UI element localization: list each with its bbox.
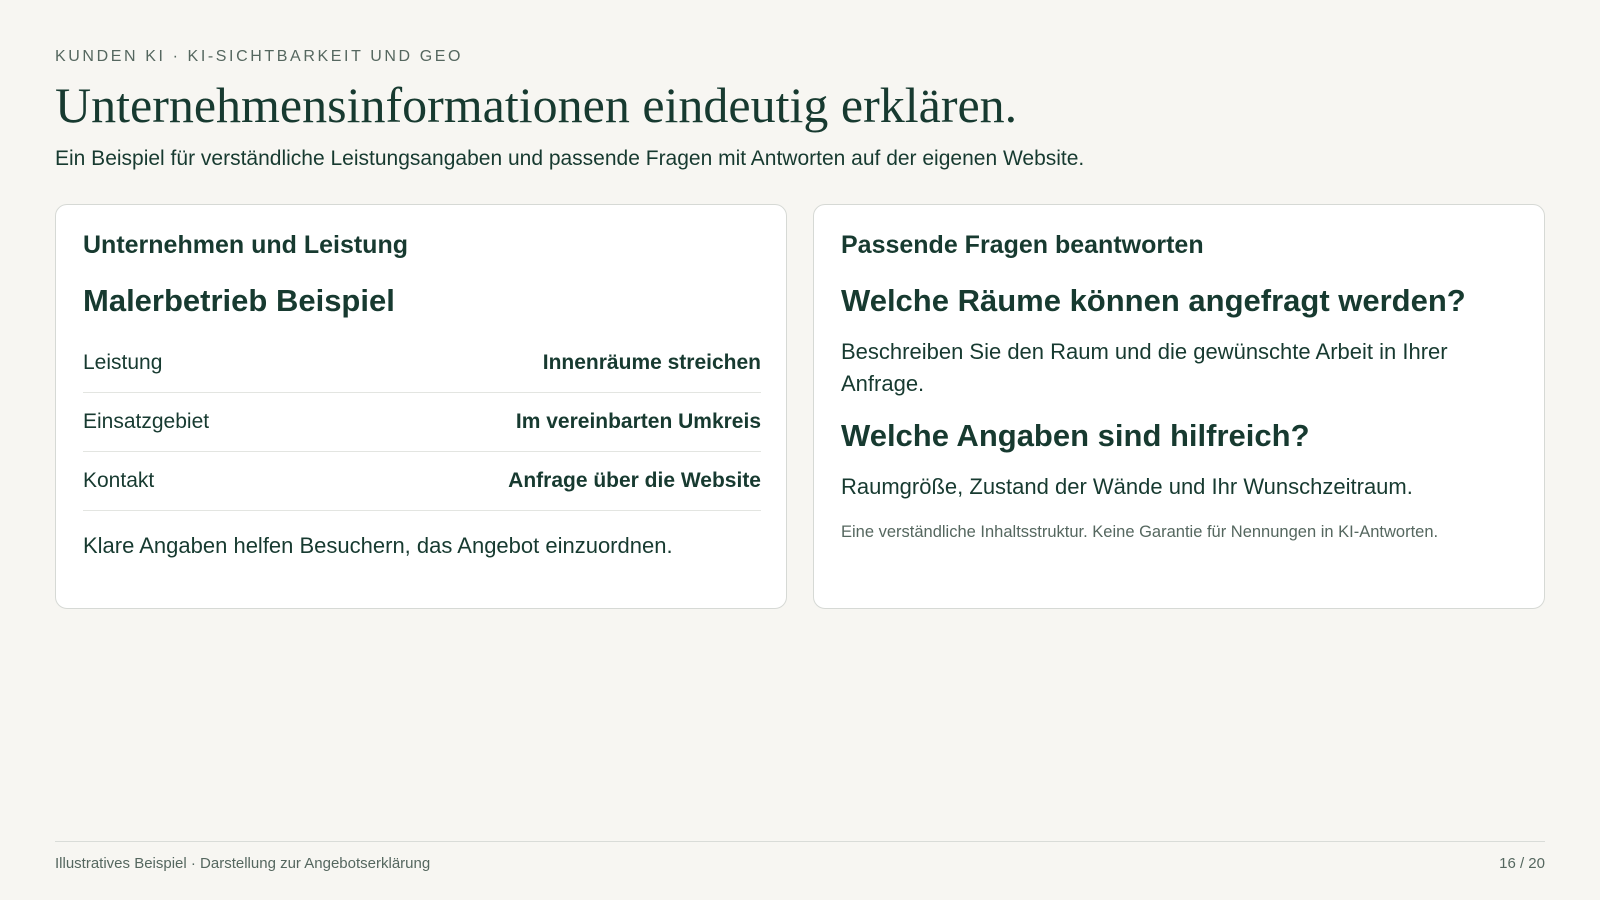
disclaimer: Eine verständliche Inhaltsstruktur. Keine Garantie für Nennungen in KI-Antworten.: [841, 523, 1439, 541]
card-note: Klare Angaben helfen Besuchern, das Angebot einzuordnen.: [83, 533, 673, 558]
footer-caption: Illustratives Beispiel · Darstellung zur Angebotserklärung: [55, 855, 431, 872]
eyebrow: KUNDEN KI · KI-SICHTBARKEIT UND GEO: [55, 48, 464, 65]
info-row-kontakt: [83, 452, 761, 511]
info-row-label: Kontakt: [83, 469, 155, 492]
card-heading: Unternehmen und Leistung: [83, 231, 408, 259]
faq-card: [813, 204, 1545, 609]
page-subtitle: Ein Beispiel für verständliche Leistungsangaben und passende Fragen mit Antworten auf der eigenen Website.: [55, 147, 1085, 170]
info-row-label: Einsatzgebiet: [83, 410, 210, 433]
info-row-einsatzgebiet: [83, 393, 761, 452]
page-indicator: 16 / 20: [1499, 855, 1545, 872]
info-row-label: Leistung: [83, 351, 163, 374]
faq-question: Welche Räume können angefragt werden?: [841, 283, 1466, 318]
business-name: Malerbetrieb Beispiel: [83, 283, 395, 318]
faq-answer: Beschreiben Sie den Raum und die gewünschte Arbeit in Ihrer Anfrage.: [841, 339, 1448, 396]
info-rows: [83, 334, 761, 511]
page-title: Unternehmensinformationen eindeutig erklären.: [55, 77, 1018, 133]
info-row-value: Innenräume streichen: [542, 351, 761, 374]
card-heading: Passende Fragen beantworten: [841, 231, 1204, 259]
info-row-value: Im vereinbarten Umkreis: [515, 410, 761, 433]
info-row-leistung: [83, 334, 761, 393]
faq-answer: Raumgröße, Zustand der Wände und Ihr Wunschzeitraum.: [841, 474, 1413, 499]
company-info-card: [55, 204, 787, 609]
footer-divider: [55, 841, 1545, 842]
info-row-value: Anfrage über die Website: [508, 469, 761, 492]
faq-question: Welche Angaben sind hilfreich?: [841, 418, 1310, 453]
